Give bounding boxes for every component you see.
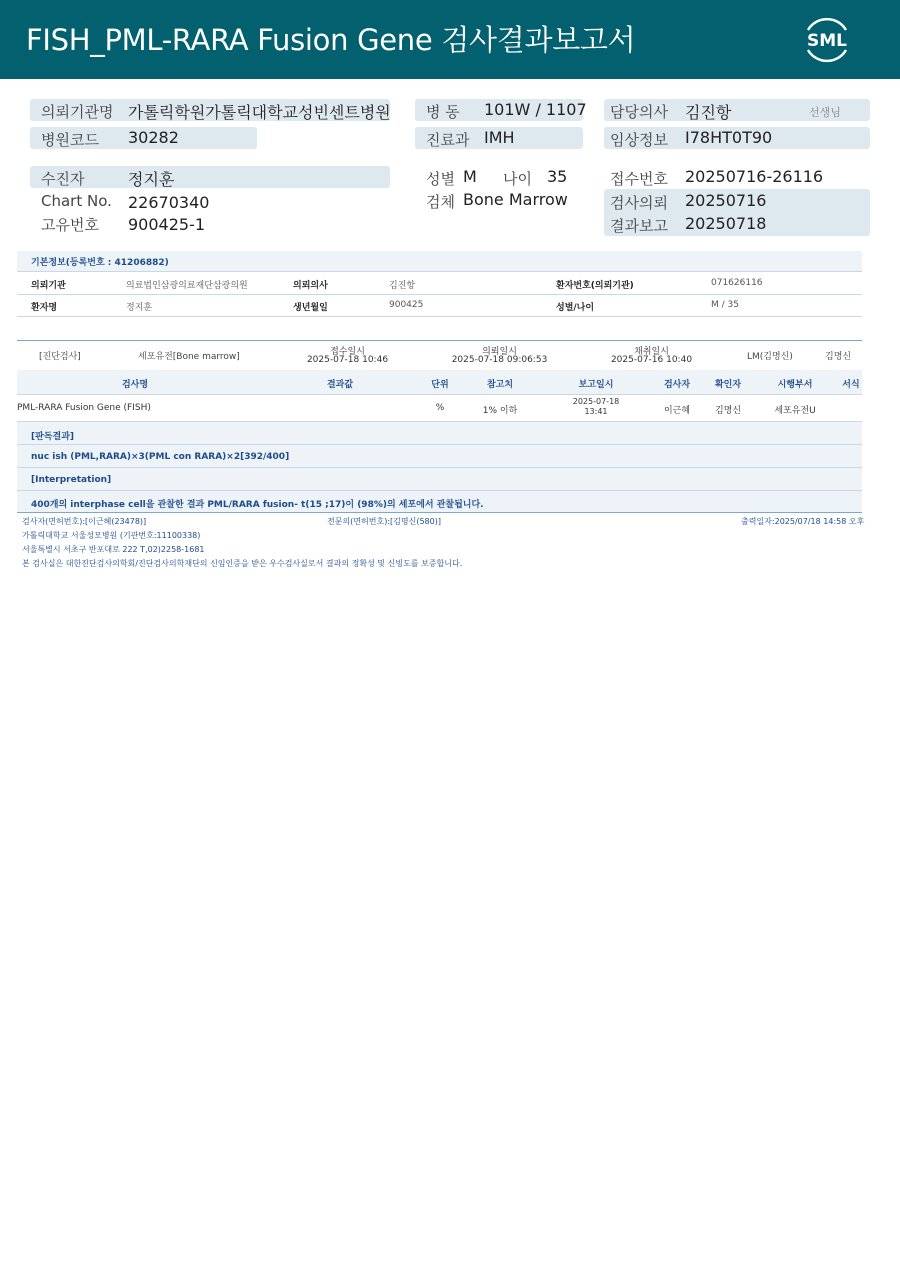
basic-r2-v1: 정지훈: [126, 303, 153, 313]
row-tester: 이근혜: [663, 406, 691, 416]
th-test-name: 검사명: [121, 380, 149, 390]
dept-value: IMH: [484, 128, 515, 147]
specimen-label: 검체: [426, 193, 455, 211]
logo-text: SML: [807, 31, 847, 51]
institution-value: 가톨릭학원가톨릭대학교성빈센트병원: [128, 103, 391, 122]
footer-address: 서울특별시 서초구 반포대로 222 T,02)2258-1681: [22, 545, 205, 554]
basic-r2-v3: M / 35: [711, 300, 739, 310]
sex-label: 성별: [426, 170, 455, 188]
row-date-line2: 13:41: [584, 407, 608, 416]
age-label: 나이: [503, 170, 532, 188]
divider: [17, 271, 862, 272]
report-title: FISH_PML-RARA Fusion Gene 검사결과보고서: [26, 23, 636, 57]
basic-r1-v2: 김진항: [389, 281, 416, 291]
dx-col-value: 2025-07-16 10:40: [610, 355, 693, 365]
basic-r2-l1: 환자명: [31, 303, 58, 313]
chart-label: Chart No.: [41, 192, 112, 210]
basic-r1-v3: 071626116: [711, 278, 763, 288]
report-header: [0, 0, 900, 79]
age-value: 35: [547, 167, 568, 186]
interp-karyotype: nuc ish (PML,RARA)×3(PML con RARA)×2[392/400]: [31, 452, 290, 462]
dx-req-value: 2025-07-18 09:06:53: [451, 355, 548, 365]
hospital-code-value: 30282: [128, 128, 179, 147]
row-test-name: PML-RARA Fusion Gene (FISH): [17, 403, 151, 413]
dx-category: [진단검사]: [39, 352, 81, 362]
report-value: 20250718: [685, 214, 767, 233]
footer-certification: 본 검사실은 대한진단검사의학회/진단검사의학재단의 신임인증을 받은 우수검사실로서 결과의 정확성 및 신빙도를 보증합니다.: [22, 559, 463, 568]
interp-bar-1: [17, 422, 862, 444]
chart-value: 22670340: [128, 193, 210, 212]
dx-col-label: 채취일시: [634, 347, 669, 357]
basic-info-title: 기본정보(등록번호 : 41206882): [31, 258, 169, 268]
receipt-value: 20250716-26116: [685, 167, 824, 186]
divider: [17, 294, 862, 295]
sml-logo: [800, 12, 854, 66]
receipt-label: 접수번호: [610, 170, 668, 188]
basic-r1-l2: 의뢰의사: [293, 281, 328, 291]
row-dept: 세포유전U: [774, 406, 816, 416]
dx-lm: LM(김명신): [747, 352, 793, 362]
doctor-value: 김진항: [685, 103, 732, 122]
report-label: 결과보고: [610, 217, 668, 235]
divider: [17, 340, 862, 341]
request-label: 검사의뢰: [610, 194, 668, 212]
footer-tester: 검사자(면허번호):[이근혜(23478)]: [22, 517, 147, 526]
clinical-label: 임상정보: [610, 131, 668, 149]
dept-label: 진료과: [426, 131, 470, 149]
interp-text: 400개의 interphase cell을 관찰한 결과 PML/RARA fusion- t(15 ;17)이 (98%)의 세포에서 관찰됩니다.: [31, 500, 484, 510]
divider: [17, 512, 862, 513]
divider: [17, 316, 862, 317]
interp-label-result: [판독결과]: [31, 432, 75, 442]
th-unit: 단위: [431, 380, 449, 390]
row-confirmer: 김명신: [714, 406, 742, 416]
footer-print-date: 출력일자:2025/07/18 14:58 오후: [741, 517, 865, 526]
th-dept: 시행부서: [777, 380, 813, 390]
basic-r2-l2: 생년월일: [293, 303, 328, 313]
sex-value: M: [463, 167, 477, 186]
th-ref: 참고치: [486, 380, 514, 390]
basic-r1-v1: 의료법인삼광의료재단삼광의원: [126, 281, 248, 291]
institution-label: 의뢰기관명: [41, 103, 114, 121]
row-ref: 1% 이하: [482, 406, 518, 416]
dx-req-label: 의뢰일시: [482, 347, 517, 357]
ward-label: 병 동: [426, 103, 460, 121]
ward-value: 101W / 1107: [484, 100, 587, 119]
basic-r2-l3: 성별/나이: [556, 303, 595, 313]
interp-label-interpretation: [Interpretation]: [31, 475, 112, 485]
basic-r2-v2: 900425: [389, 300, 424, 310]
doctor-suffix: 선생님: [809, 106, 841, 119]
footer-specialist: 전문의(면허번호):[김명신(580)]: [327, 517, 441, 526]
footer-hospital: 가톨릭대학교 서울성모병원 (기관번호:11100338): [22, 531, 201, 540]
th-result: 결과값: [326, 380, 354, 390]
clinical-value: I78HT0T90: [685, 128, 773, 147]
th-report-date: 보고일시: [578, 380, 614, 390]
row-unit: %: [435, 403, 445, 413]
doctor-label: 담당의사: [610, 103, 668, 121]
th-confirmer: 확인자: [714, 380, 742, 390]
hospital-code-label: 병원코드: [41, 131, 99, 149]
request-value: 20250716: [685, 191, 767, 210]
divider: [17, 394, 862, 395]
th-tester: 검사자: [663, 380, 691, 390]
dx-signer: 김명신: [825, 352, 852, 362]
dx-dept: 세포유전[Bone marrow]: [138, 352, 240, 362]
specimen-value: Bone Marrow: [463, 190, 568, 209]
patient-value: 정지훈: [128, 170, 175, 189]
patient-label: 수진자: [41, 170, 85, 188]
basic-r1-l1: 의뢰기관: [31, 281, 66, 291]
uid-value: 900425-1: [128, 215, 206, 234]
uid-label: 고유번호: [41, 216, 99, 234]
dx-recv-value: 2025-07-18 10:46: [306, 355, 389, 365]
dx-recv-label: 접수일시: [330, 347, 365, 357]
th-form: 서식: [842, 380, 860, 390]
basic-r1-l3: 환자번호(의뢰기관): [556, 281, 634, 291]
interp-bar-3: [17, 468, 862, 490]
row-date-line1: 2025-07-18: [572, 397, 620, 406]
